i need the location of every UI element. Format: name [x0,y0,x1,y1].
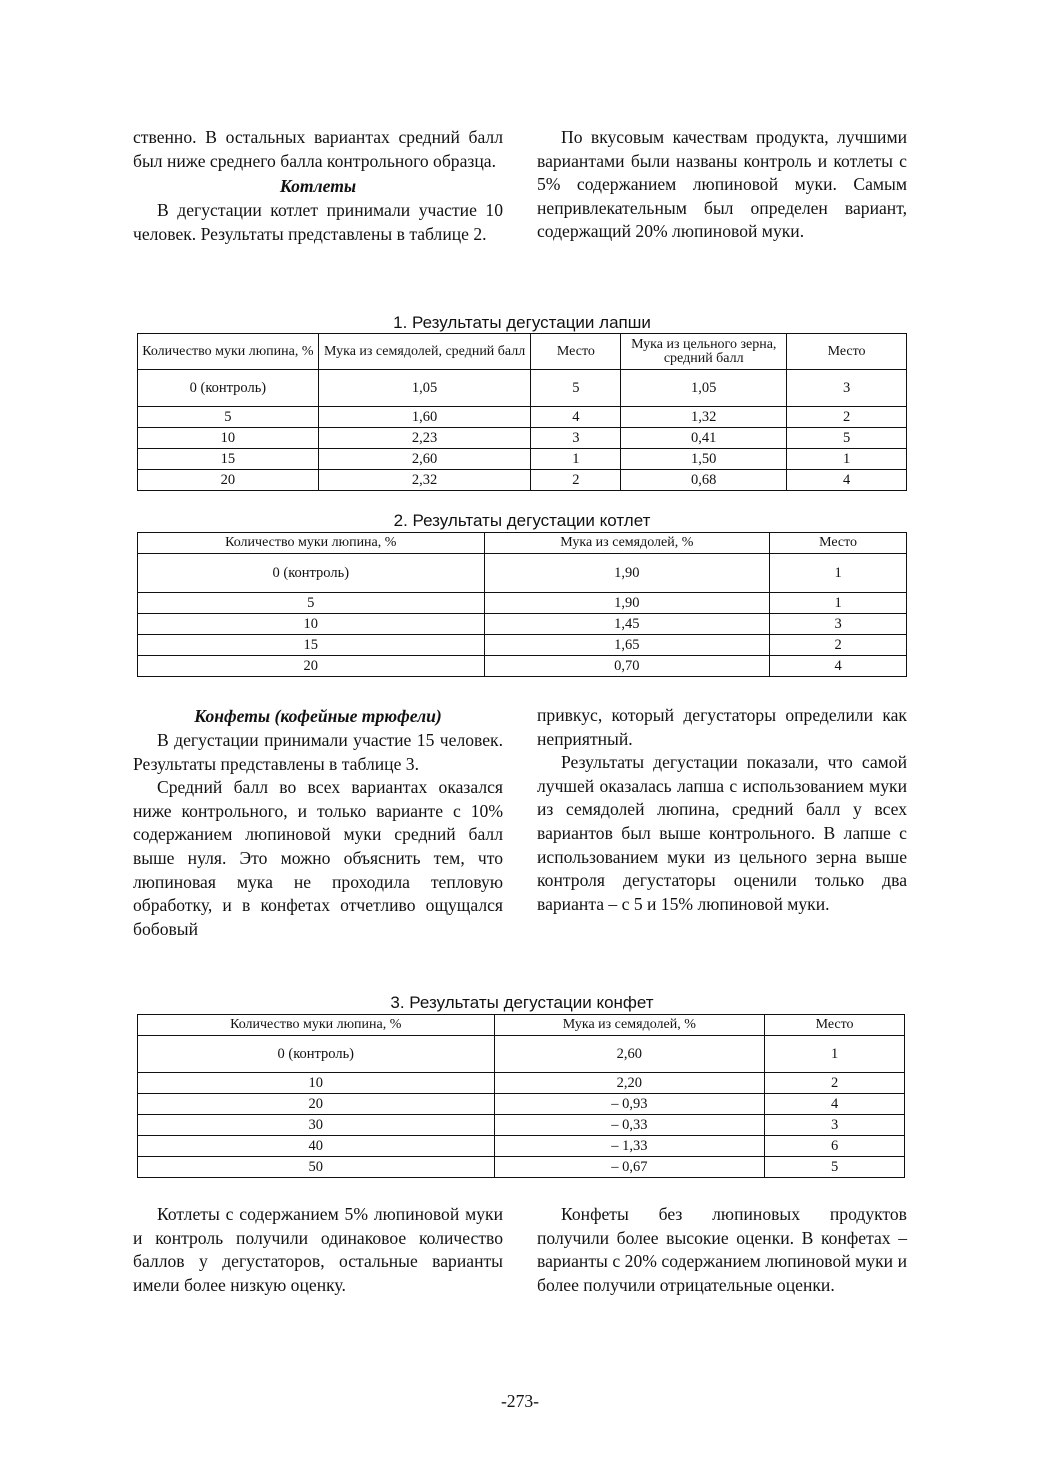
paragraph: привкус, который дегустаторы определили как неприятный. [537,705,907,749]
table-cell: – 1,33 [494,1136,765,1157]
table-row [138,1157,905,1178]
table-header-cell: Количество муки люпина, % [138,334,319,370]
table-cell: 3 [787,370,907,407]
table-header-cell: Мука из семядолей, средний балл [318,334,531,370]
table-cell: 1,05 [318,370,531,407]
table-row [138,656,907,677]
table-cell: 10 [138,1073,495,1094]
table-cell: 1 [531,449,621,470]
table1 [137,333,907,491]
paragraph: В дегустации принимали участие 15 человек. Результаты представлены в таблице 3. [133,730,503,774]
paragraph: Конфеты без люпиновых продуктов получили более высокие оценки. В конфетах – варианты с 20% содержанием люпиновой муки и более получили отрицательные оценки. [537,1204,907,1295]
table-cell: 20 [138,656,485,677]
table-cell: 4 [531,407,621,428]
table-cell: 2,23 [318,428,531,449]
bottom-right-column [537,1203,907,1297]
table-header-cell: Место [765,1015,905,1036]
table3-caption: 3. Результаты дегустации конфет [390,993,654,1012]
table-cell: 1,45 [484,614,770,635]
table2 [137,532,907,677]
table-header-cell: Мука из семядолей, % [484,533,770,554]
section-heading-kotlety: Котлеты [279,176,357,197]
paragraph: В дегустации котлет принимали участие 10 человек. Результаты представлены в таблице 2. [133,200,503,244]
table-cell: 0,68 [621,470,787,491]
table-header-cell: Мука из семядолей, % [494,1015,765,1036]
table-cell: 0 (контроль) [138,554,485,593]
table-cell: 2,32 [318,470,531,491]
table-cell: 3 [531,428,621,449]
table-cell: 1,60 [318,407,531,428]
table-cell: 1 [770,593,907,614]
table-cell: 10 [138,428,319,449]
table-cell: – 0,33 [494,1115,765,1136]
table-cell: 4 [765,1094,905,1115]
table-cell: 2 [787,407,907,428]
table-cell: 2,60 [494,1036,765,1073]
table-cell: 1 [765,1036,905,1073]
table-cell: 10 [138,614,485,635]
table-cell: 40 [138,1136,495,1157]
paragraph: Результаты дегустации показали, что самой лучшей оказалась лапша с использованием муки из семядолей люпина, средний балл у всех вариантов был выше контрольного. В лапше с использованием муки из цельного зерна выше контроля дегустаторы оценили только два варианта – с 5 и 15% люпиновой муки. [537,752,907,914]
table-cell: 15 [138,635,485,656]
paragraph: Средний балл во всех вариантах оказался ниже контрольного, и только варианте с 10% содержанием люпиновой муки средний балл выше нуля. Это можно объяснить тем, что люпиновая мука не проходила тепловую обработку, и в конфетах отчетливо ощущался бобовый [133,777,503,939]
table-row [138,635,907,656]
table-cell: 20 [138,470,319,491]
table-row [138,554,907,593]
table-row [138,470,907,491]
table-header-cell: Место [531,334,621,370]
table-cell: 30 [138,1115,495,1136]
paragraph: По вкусовым качествам продукта, лучшими вариантами были названы контроль и котлеты с 5% содержанием люпиновой муки. Самым непривлекательным был определен вариант, содержащий 20% люпиновой муки. [537,127,907,242]
table-cell: 1 [787,449,907,470]
table-cell: 2 [765,1073,905,1094]
table-cell: 2,20 [494,1073,765,1094]
table-row [138,1136,905,1157]
table-header-cell: Количество муки люпина, % [138,1015,495,1036]
table-header-cell: Количество муки люпина, % [138,533,485,554]
table-cell: 50 [138,1157,495,1178]
table-cell: 4 [787,470,907,491]
table-cell: 1,32 [621,407,787,428]
table-cell: 1 [770,554,907,593]
table-cell: 20 [138,1094,495,1115]
table-cell: 5 [787,428,907,449]
table-cell: 2 [531,470,621,491]
table-header-cell: Место [770,533,907,554]
table-cell: 2 [770,635,907,656]
table-cell: 0 (контроль) [138,1036,495,1073]
table-cell: 1,90 [484,593,770,614]
table-cell: 5 [138,593,485,614]
table-row [138,1115,905,1136]
table-cell: 1,50 [621,449,787,470]
table-cell: 2,60 [318,449,531,470]
table-cell: 5 [138,407,319,428]
table-row [138,407,907,428]
page-number: -273- [500,1391,540,1411]
table-cell: 0 (контроль) [138,370,319,407]
table-row [138,1094,905,1115]
table-cell: – 0,67 [494,1157,765,1178]
table-cell: 1,90 [484,554,770,593]
top-left-column [133,126,503,246]
paragraph: Котлеты с содержанием 5% люпиновой муки и контроль получили одинаковое количество баллов у дегустаторов, остальные варианты имели более низкую оценку. [133,1204,503,1295]
bottom-left-column [133,1203,503,1297]
table-cell: 15 [138,449,319,470]
table-header-cell: Мука из цельного зерна, средний балл [621,334,787,370]
table-cell: 3 [765,1115,905,1136]
table-row [138,370,907,407]
mid-right-column [537,704,907,916]
table-cell: – 0,93 [494,1094,765,1115]
table-cell: 6 [765,1136,905,1157]
table-cell: 3 [770,614,907,635]
table2-caption: 2. Результаты дегустации котлет [393,511,651,530]
table-cell: 5 [765,1157,905,1178]
table-cell: 4 [770,656,907,677]
table-header-cell: Место [787,334,907,370]
table-row [138,614,907,635]
table-row [138,1036,905,1073]
table-cell: 1,65 [484,635,770,656]
paragraph: ственно. В остальных вариантах средний балл был ниже среднего балла контрольного образца. [133,127,503,171]
section-heading-konfety: Конфеты (кофейные трюфели) [194,706,442,726]
table-row [138,449,907,470]
mid-left-column [133,703,503,941]
table-row [138,428,907,449]
table-row [138,593,907,614]
table-cell: 0,70 [484,656,770,677]
table3 [137,1014,905,1178]
table-cell: 5 [531,370,621,407]
top-right-column [537,126,907,244]
table-cell: 0,41 [621,428,787,449]
table1-caption: 1. Результаты дегустации лапши [393,313,651,332]
table-row [138,1073,905,1094]
table-cell: 1,05 [621,370,787,407]
